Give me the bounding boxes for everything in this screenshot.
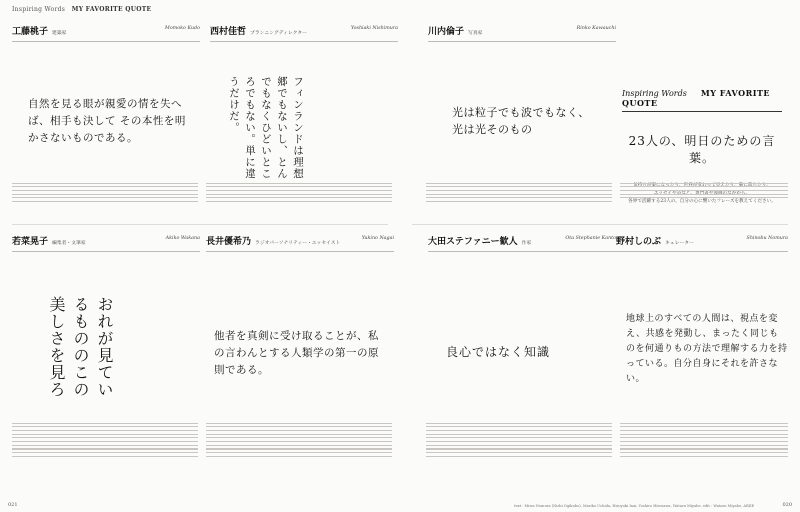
person-card-wakana bbox=[12, 234, 200, 255]
body-text-block bbox=[620, 420, 788, 459]
person-name: 野村しのぶ bbox=[616, 237, 662, 247]
credit-line: text : Miwa Nomura (Nishi Ogikubo), Mariko Uchida, Hiroyuki Inai, Yoshiro Hirosawa, Wataru Miyabe, edit : Wataru Miyabe, ARIIE bbox=[514, 504, 755, 508]
person-bio bbox=[206, 251, 394, 252]
quote-kudo: 自然を見る眼が親愛の情を失へば、相手も決して その本性を明かさないものである。 bbox=[28, 98, 186, 144]
person-role: プランニングディレクター bbox=[250, 31, 307, 36]
person-name: 若菜晃子 bbox=[12, 237, 49, 247]
lead-line: 各界で活躍する23人の、自分の心に響いたフレーズを教えてください。 bbox=[628, 199, 776, 204]
person-name: 長井優希乃 bbox=[206, 237, 252, 247]
person-bio bbox=[210, 41, 398, 42]
body-text-block bbox=[620, 180, 788, 201]
person-bio bbox=[428, 41, 616, 42]
person-role: 写真家 bbox=[468, 31, 483, 36]
person-name: 西村佳哲 bbox=[210, 27, 247, 37]
quote-nomura: 地球上のすべての人間は、視点を変え、共感を発動し、まったく同じものを何通りもの方法で理解する力を持っている。自分自身にそれを許さない。 bbox=[626, 314, 788, 384]
body-text-block bbox=[12, 420, 198, 459]
person-role: 編集者・文筆家 bbox=[52, 241, 86, 246]
person-role: ラジオパーソナリティー・エッセイスト bbox=[255, 241, 341, 246]
quote-nishimura: フィンランドは理想郷でもないし、とんでもなくひどいところでもない。単に違うだけだ。 bbox=[228, 76, 304, 180]
feature-label-a: Inspiring Words bbox=[622, 89, 687, 98]
person-romaji: Yukino Nagai bbox=[361, 236, 394, 241]
person-romaji: Yoshiaki Nishimura bbox=[350, 26, 398, 31]
person-name: 川内倫子 bbox=[428, 27, 465, 37]
quote-nagai: 他者を真剣に受け取ることが、私の言わんとする人類学の第一の原則である。 bbox=[214, 330, 379, 376]
body-text-block bbox=[426, 180, 612, 205]
divider bbox=[412, 224, 788, 225]
person-card-nomura bbox=[616, 234, 788, 255]
person-role: 建築家 bbox=[52, 31, 67, 36]
person-romaji: Akiko Wakana bbox=[165, 236, 200, 241]
person-romaji: Rinko Kawauchi bbox=[576, 26, 616, 31]
person-bio bbox=[428, 251, 616, 252]
divider bbox=[12, 224, 388, 225]
person-romaji: Momoko Kudo bbox=[164, 26, 200, 31]
quote-kawauchi: 光は粒子でも波でもなく、光は光そのもの bbox=[452, 106, 590, 136]
running-header bbox=[12, 6, 151, 13]
feature-label-b: MY FAVORITE QUOTE bbox=[622, 88, 771, 108]
person-role: 作家 bbox=[521, 241, 532, 246]
header-label-a: Inspiring Words bbox=[12, 6, 66, 13]
person-card-nagai bbox=[206, 234, 394, 255]
person-card-nishimura bbox=[210, 24, 398, 45]
person-name: 大田ステファニー歓人 bbox=[428, 237, 518, 247]
feature-title: 23人の、明日のための言葉。 bbox=[628, 134, 776, 165]
body-text-block bbox=[206, 420, 392, 459]
body-text-block bbox=[206, 180, 392, 205]
quote-ota: 良心ではなく知識 bbox=[446, 345, 551, 359]
body-text-block bbox=[12, 180, 198, 205]
person-bio bbox=[12, 41, 200, 42]
person-card-ota bbox=[428, 234, 616, 255]
header-label-b: MY FAVORITE QUOTE bbox=[71, 6, 152, 13]
person-romaji: Shinobu Nomura bbox=[746, 236, 788, 241]
person-card-kawauchi bbox=[428, 24, 616, 45]
person-romaji: Ota Stephanie Kanto bbox=[565, 236, 616, 241]
quote-wakana: おれが見ているもののこの美しさを見ろ bbox=[47, 296, 114, 398]
body-text-block bbox=[426, 420, 612, 459]
person-bio bbox=[12, 251, 200, 252]
person-role: キュレーター bbox=[665, 241, 694, 246]
page-number-left: 021 bbox=[8, 502, 18, 508]
person-bio bbox=[616, 251, 788, 252]
person-card-kudo bbox=[12, 24, 200, 45]
page-number-right: 020 bbox=[782, 502, 792, 508]
person-name: 工藤桃子 bbox=[12, 27, 49, 37]
